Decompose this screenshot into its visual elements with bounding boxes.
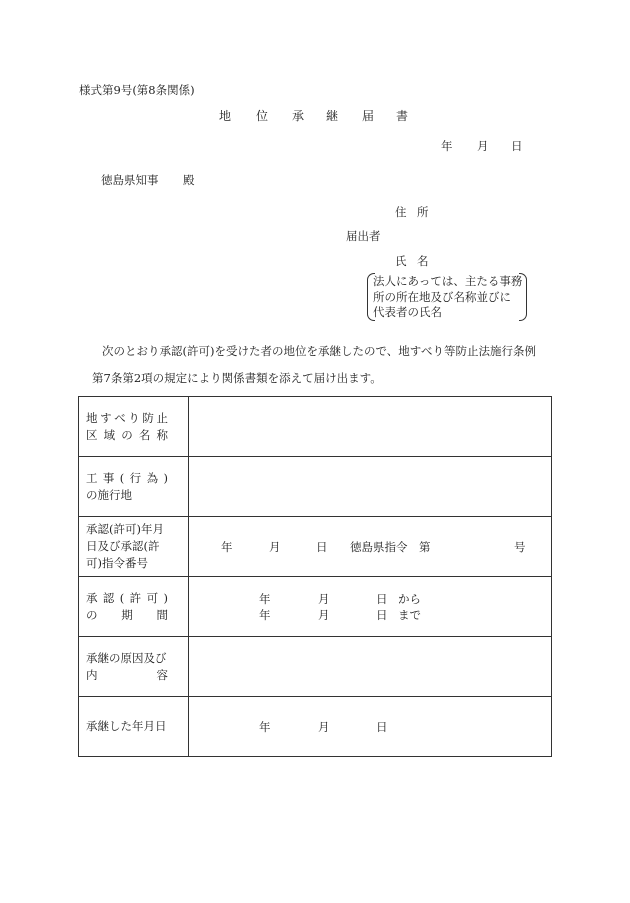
label-line: 内 容 (86, 667, 168, 682)
table-row (79, 577, 552, 637)
title-char: 位 (256, 109, 269, 123)
corporate-note (367, 273, 527, 321)
approval-go: 号 (514, 540, 526, 554)
corporate-note-line: 法人にあっては、主たる事務 (373, 274, 523, 288)
address-label-1: 住 (395, 205, 407, 219)
corporate-note-line: 所の所在地及び名称並びに (373, 289, 511, 304)
value-construction-site[interactable] (189, 457, 552, 517)
title-char: 地 (219, 109, 232, 123)
title-char: 届 (362, 109, 375, 123)
table-row (79, 397, 552, 457)
date-day: 日 (511, 139, 523, 153)
table-row (79, 457, 552, 517)
succession-year: 年 (259, 720, 271, 734)
table-row (79, 637, 552, 697)
label-line: 承継の原因及び (86, 650, 167, 665)
period-end-month: 月 (318, 608, 330, 622)
name-label-2: 名 (417, 254, 429, 268)
label-line: の 期 間 (86, 607, 168, 622)
value-approval-date-number[interactable] (189, 517, 552, 577)
label-line: 承継した年月日 (86, 719, 167, 733)
form-table (78, 396, 552, 757)
label-succession-reason (79, 637, 189, 697)
title-char: 継 (326, 109, 339, 123)
label-line: 日及び承認(許 (86, 539, 160, 553)
corporate-note-text (373, 274, 522, 321)
addressee-honorific: 殿 (183, 173, 195, 187)
form-number: 様式第9号(第8条関係) (79, 83, 195, 97)
approval-month: 月 (269, 540, 281, 554)
body-line-1: 次のとおり承認(許可)を受けた者の地位を承継したので、地すべり等防止法施行条例 (102, 344, 537, 358)
address-label-2: 所 (417, 205, 429, 219)
title-char: 書 (396, 109, 409, 123)
label-line: 承認(許可)年月 (86, 522, 164, 536)
label-line: 可)指令番号 (86, 556, 148, 570)
label-line: 地 す べ り 防 止 (86, 410, 168, 425)
name-label-1: 氏 (395, 254, 407, 268)
date-month: 月 (477, 139, 489, 153)
label-line: の施行地 (86, 487, 132, 502)
label-landslide-area (79, 397, 189, 457)
approval-directive: 徳島県指令 (350, 540, 408, 554)
table-row (79, 517, 552, 577)
addressee-name: 徳島県知事 (101, 173, 159, 187)
approval-day: 日 (316, 540, 328, 554)
label-succession-date (79, 697, 189, 757)
table-row (79, 697, 552, 757)
succession-month: 月 (318, 720, 330, 734)
corporate-note-line: 代表者の氏名 (373, 305, 442, 319)
label-approval-date-number (79, 517, 189, 577)
period-end-suffix: まで (398, 608, 421, 622)
approval-year: 年 (221, 540, 233, 554)
label-construction-site (79, 457, 189, 517)
value-approval-period[interactable] (189, 577, 552, 637)
period-end-day: 日 (376, 608, 388, 622)
period-start-year: 年 (259, 592, 271, 606)
period-start-suffix: から (398, 592, 421, 606)
label-line: 承 認 ( 許 可 ) (86, 590, 168, 605)
period-start-day: 日 (376, 592, 388, 606)
date-year: 年 (441, 139, 453, 153)
label-line: 工 事 ( 行 為 ) (86, 470, 168, 485)
value-succession-date[interactable] (189, 697, 552, 757)
notifier-role: 届出者 (346, 229, 381, 243)
period-start-month: 月 (318, 592, 330, 606)
title-char: 承 (292, 109, 305, 123)
value-succession-reason[interactable] (189, 637, 552, 697)
approval-dai: 第 (419, 540, 431, 554)
label-line: 区 域 の 名 称 (86, 427, 168, 442)
value-landslide-area[interactable] (189, 397, 552, 457)
succession-day: 日 (376, 720, 388, 734)
label-approval-period (79, 577, 189, 637)
body-line-2: 第7条第2項の規定により関係書類を添えて届け出ます。 (92, 371, 382, 385)
period-end-year: 年 (259, 608, 271, 622)
